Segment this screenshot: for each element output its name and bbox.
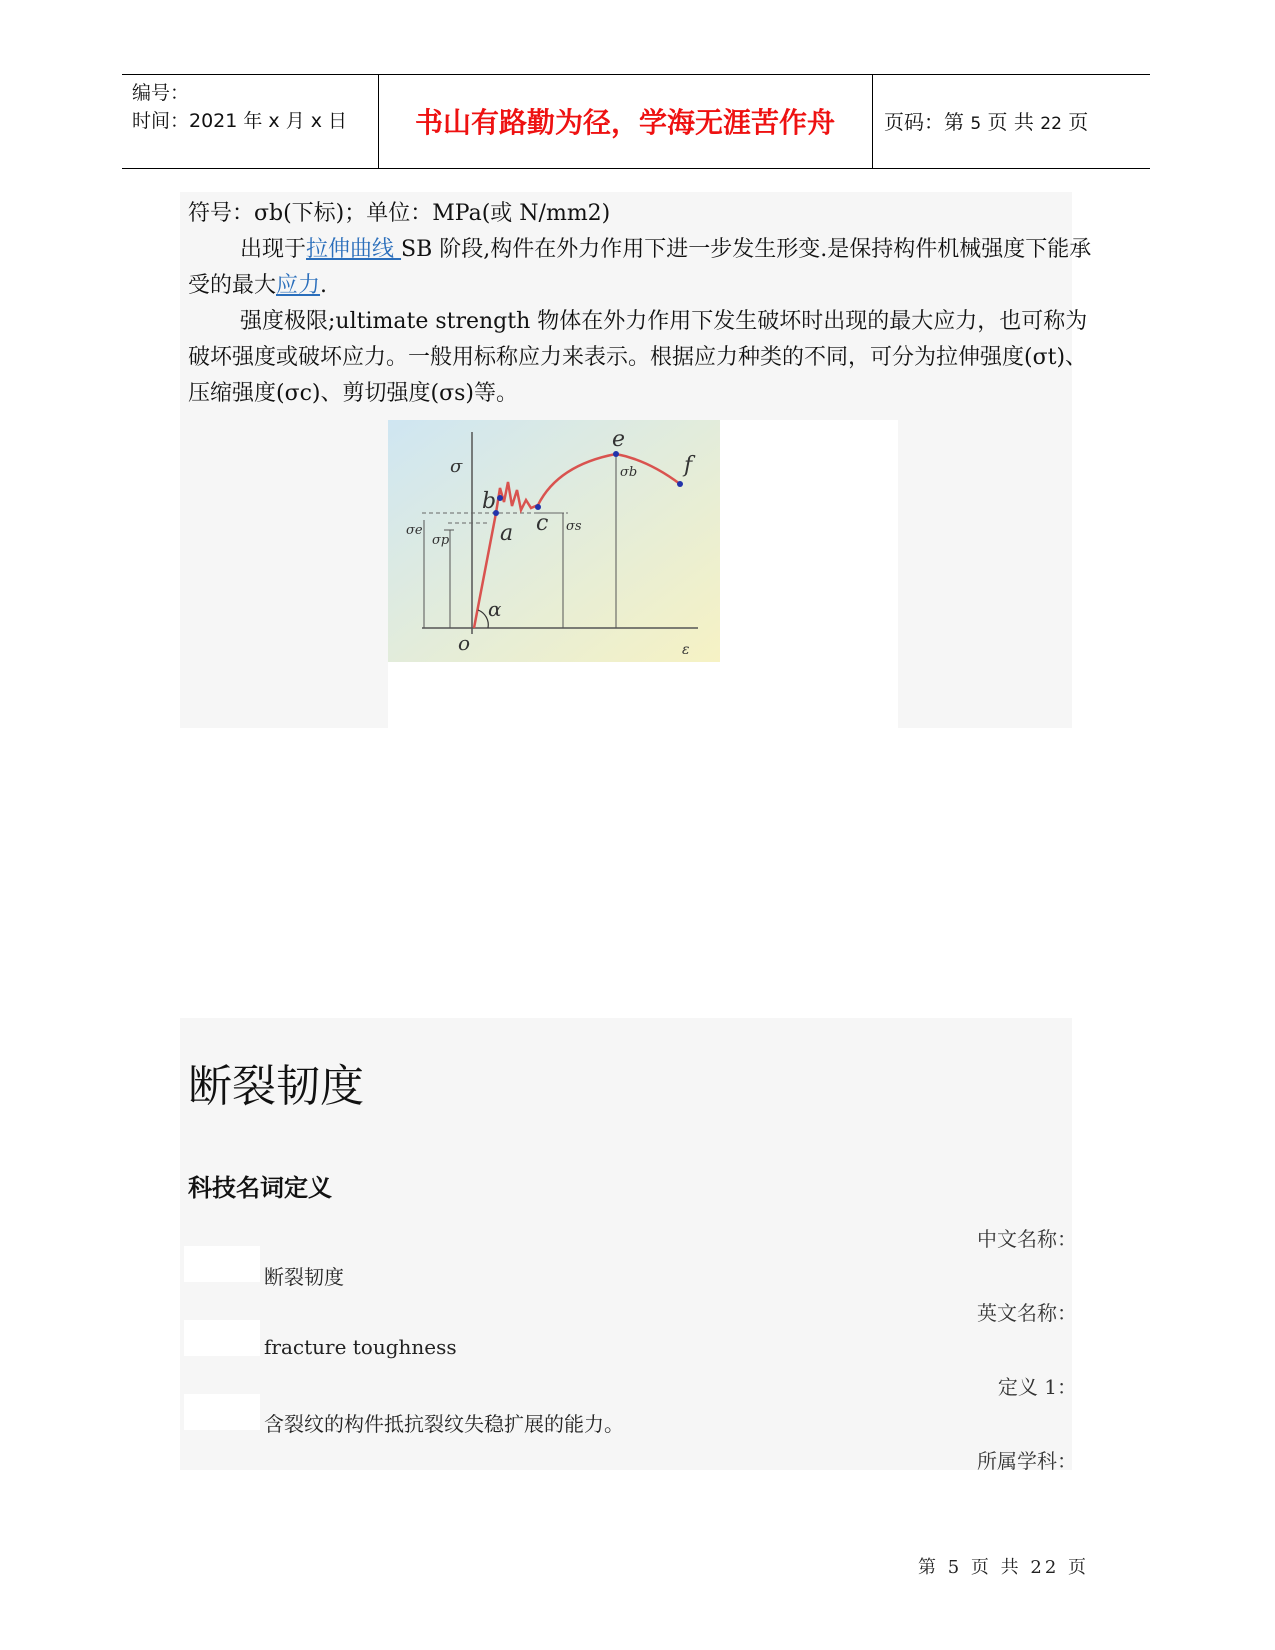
label-e: e	[612, 427, 626, 452]
time-label: 时间：2021 年 x 月 x 日	[132, 110, 348, 132]
label-epsilon: ε	[682, 642, 690, 658]
number-label: 编号：	[132, 82, 190, 104]
label-alpha: α	[488, 597, 502, 621]
field-value-chinese-name: 断裂韧度	[264, 1265, 344, 1289]
motto: 书山有路勤为径，学海无涯苦作舟	[414, 106, 835, 139]
section-subtitle: 科技名词定义	[188, 1174, 332, 1202]
page-indicator: 页码：第 5 页 共 22 页	[884, 110, 1089, 134]
label-b: b	[482, 489, 497, 514]
value-background	[184, 1320, 260, 1356]
value-background	[184, 1394, 260, 1430]
section-title: 断裂韧度	[188, 1061, 364, 1112]
field-label-chinese-name: 中文名称：	[977, 1227, 1077, 1251]
label-sigma: σ	[450, 456, 463, 477]
point-c	[535, 504, 541, 510]
field-label-definition: 定义 1：	[997, 1375, 1077, 1399]
label-c: c	[536, 511, 549, 536]
point-f	[677, 481, 683, 487]
label-sigma-b: σb	[620, 465, 638, 480]
paragraph-2: 强度极限;ultimate strength 物体在外力作用下发生破坏时出现的最大应力，也可称为破坏强度或破坏应力。一般用标称应力来表示。根据应力种类的不同，可分为拉伸强度(σt)、压缩强度(σc)、剪切强度(σs)等。	[188, 309, 1088, 406]
field-label-discipline: 所属学科：	[977, 1449, 1077, 1473]
field-label-english-name: 英文名称：	[977, 1301, 1077, 1325]
page-footer: 第 5 页 共 22 页	[918, 1557, 1089, 1578]
header-divider	[378, 75, 379, 168]
label-sigma-p: σp	[432, 533, 450, 548]
paragraph-1: 出现于拉伸曲线 SB 阶段,构件在外力作用下进一步发生形变.是保持构件机械强度下能承受的最大应力.	[188, 237, 1092, 298]
label-sigma-s: σs	[566, 519, 582, 534]
tensile-curve-link[interactable]: 拉伸曲线	[306, 237, 402, 262]
label-origin: o	[458, 631, 471, 655]
point-b	[497, 495, 503, 501]
page-header	[122, 74, 1150, 169]
field-value-english-name: fracture toughness	[264, 1335, 457, 1359]
stress-strain-diagram	[388, 420, 898, 740]
symbol-line: 符号：σb(下标)；单位：MPa(或 N/mm2)	[188, 201, 611, 226]
header-divider	[872, 75, 873, 168]
value-background	[184, 1246, 260, 1282]
label-sigma-e: σe	[406, 523, 423, 538]
header-meta	[132, 79, 347, 135]
stress-link[interactable]: 应力	[276, 273, 321, 298]
field-value-definition: 含裂纹的构件抵抗裂纹失稳扩展的能力。	[264, 1412, 624, 1436]
intro-text	[188, 196, 1100, 412]
label-a: a	[500, 521, 514, 546]
label-f: f	[684, 453, 693, 478]
stress-strain-figure	[388, 420, 898, 740]
